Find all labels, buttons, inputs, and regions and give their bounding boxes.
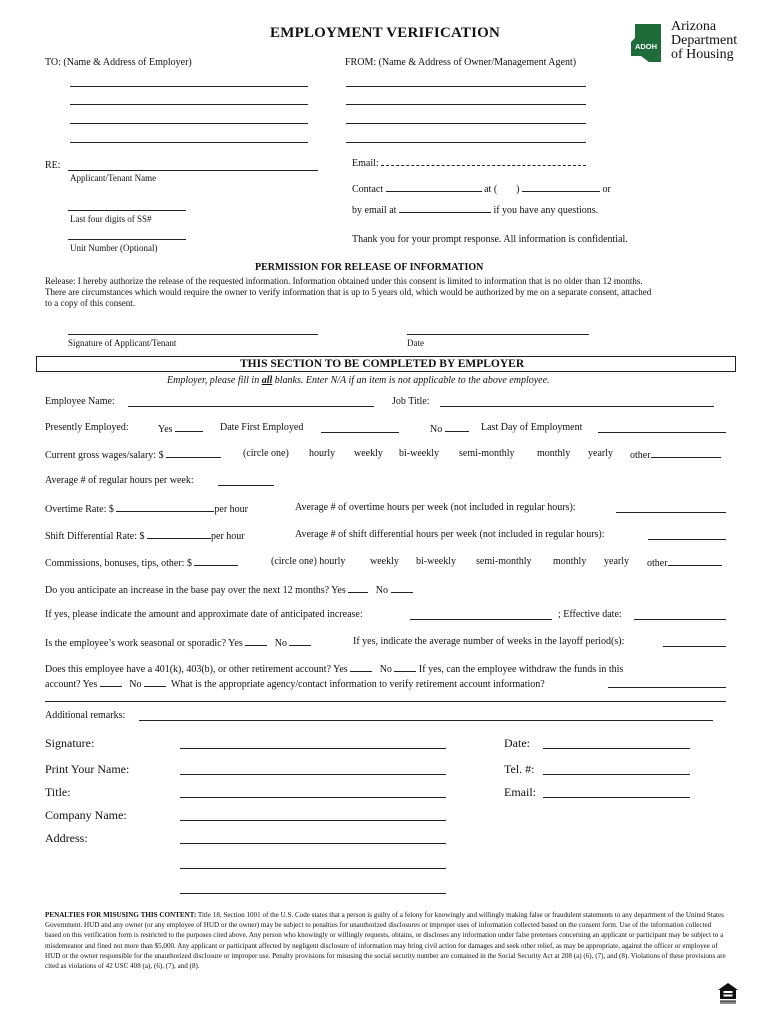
comm-freq-monthly[interactable]: monthly — [553, 556, 587, 567]
by-email-row: by email at if you have any questions. — [352, 205, 599, 216]
contact-email-row: Email: — [352, 156, 586, 169]
thank-you-note: Thank you for your prompt response. All information is confidential. — [352, 234, 628, 245]
company-field[interactable] — [180, 820, 446, 821]
svg-text:ADOH: ADOH — [634, 42, 658, 51]
comm-freq-yearly[interactable]: yearly — [604, 556, 629, 567]
employer-section-heading: THIS SECTION TO BE COMPLETED BY EMPLOYER — [240, 358, 525, 370]
release-text: Release: I hereby authorize the release of the requested information. Information obtained under this consent is limited to information that is no older than 12 months. There are circumstances which would require the owner to verify information that is up to 5 years old, which would be authorized by me on a separate consent, attached to a copy of this consent. — [45, 276, 652, 308]
presently-employed-yes: Yes — [158, 422, 203, 435]
effective-date-label: ; Effective date: — [558, 609, 622, 620]
contact-email-field[interactable] — [381, 156, 586, 166]
presently-employed-label: Presently Employed: — [45, 422, 129, 433]
avg-overtime-field[interactable] — [616, 512, 726, 513]
retirement-no-field[interactable] — [394, 662, 416, 672]
owner-address-line-3[interactable] — [346, 123, 586, 124]
shift-rate-field[interactable] — [147, 529, 211, 539]
last-day-field[interactable] — [598, 432, 726, 433]
contact-name-field[interactable] — [386, 182, 482, 192]
agency-info-field-2[interactable] — [45, 701, 726, 702]
presently-employed-no-field[interactable] — [445, 422, 469, 432]
shift-rate-label: Shift Differential Rate: $ per hour — [45, 531, 245, 542]
gross-wages-circle-one: (circle one) — [243, 448, 289, 459]
tel-field[interactable] — [543, 774, 690, 775]
contact-phone-field[interactable] — [522, 182, 600, 192]
avg-shift-field[interactable] — [648, 539, 726, 540]
employee-name-field[interactable] — [128, 406, 374, 407]
owner-address-line-1[interactable] — [346, 86, 586, 87]
freq-hourly[interactable]: hourly — [309, 448, 336, 459]
freq-semi-monthly[interactable]: semi-monthly — [459, 448, 515, 459]
comm-freq-weekly[interactable]: weekly — [370, 556, 399, 567]
consent-date-line[interactable] — [407, 334, 589, 335]
layoff-question: If yes, indicate the average number of weeks in the layoff period(s): — [353, 636, 625, 647]
owner-address-line-4[interactable] — [346, 142, 586, 143]
re-label: RE: — [45, 160, 61, 171]
employer-address-line-1[interactable] — [70, 86, 308, 87]
comm-freq-other[interactable]: other — [647, 556, 722, 569]
increase-no-field[interactable] — [391, 583, 413, 593]
penalties-notice: PENALTIES FOR MISUSING THIS CONTENT: Title 18, Section 1001 of the U.S. Code states that a person is guilty of a felony for knowingly and willingly making false or fraudulent statements to any department of the United States Government. HUD and any owner (or any employee of HUD or the owner) may be subject to penalties for unauthorized disclosures or improper uses of information collected based on the consent form. Use of the information collected based on this verification form is restricted to the purposes cited above. Any person who knowingly or willingly requests, obtains, or discloses any information under false pretenses concerning an applicant or participant may be subject to a misdemeanor and fined not more than $5,000. Any applicant or participant affected by negligent disclosure of information may bring civil action for damages and seek other relief, as may be appropriate, against the officer or employee of HUD or the owner responsible for the unauthorized disclosure or improper use. Penalty provisions for misusing the social security number are contained in the Social Security Act at 208 (a) (6), (7), and (8). Violations of these provisions are cited as violations of 42 USC 408 (a), (6), (7), and (8). — [45, 911, 726, 971]
employer-address-line-2[interactable] — [70, 104, 308, 105]
presently-employed-no: No — [430, 422, 469, 435]
date-field[interactable] — [543, 748, 690, 749]
increase-question: Do you anticipate an increase in the base pay over the next 12 months? Yes No — [45, 583, 413, 596]
retirement-yes-field[interactable] — [350, 662, 372, 672]
employer-instruction: Employer, please fill in all blanks. Enter N/A if an item is not applicable to the above employee. — [167, 375, 550, 386]
withdraw-yes-field[interactable] — [100, 677, 122, 687]
unit-caption: Unit Number (Optional) — [70, 243, 158, 253]
employee-name-label: Employee Name: — [45, 396, 115, 407]
comm-freq-other-field[interactable] — [668, 556, 722, 566]
freq-other[interactable]: other — [630, 448, 721, 461]
gross-wages-field[interactable] — [166, 448, 221, 458]
signature-label: Signature: — [45, 736, 95, 750]
address-field-2[interactable] — [180, 868, 446, 869]
overtime-rate-field[interactable] — [116, 502, 214, 512]
address-field-3[interactable] — [180, 893, 446, 894]
overtime-rate-label: Overtime Rate: $ per hour — [45, 504, 248, 515]
ssn-caption: Last four digits of SS# — [70, 214, 152, 224]
retirement-question: Does this employee have a 401(k), 403(b), or other retirement account? Yes No If yes, can the employee withdraw the funds in this — [45, 664, 624, 675]
adoh-logo-icon — [627, 22, 667, 64]
from-label: FROM: (Name & Address of Owner/Management Agent) — [345, 57, 577, 68]
applicant-signature-line[interactable] — [68, 334, 318, 335]
title-label: Title: — [45, 785, 71, 799]
date-label: Date: — [504, 736, 530, 750]
date-first-employed-label: Date First Employed — [220, 422, 304, 433]
freq-weekly[interactable]: weekly — [354, 448, 383, 459]
job-title-field[interactable] — [440, 406, 714, 407]
freq-other-field[interactable] — [651, 448, 721, 458]
last-day-label: Last Day of Employment — [481, 422, 583, 433]
consent-date-caption: Date — [407, 338, 424, 348]
comm-freq-bi-weekly[interactable]: bi-weekly — [416, 556, 456, 567]
tel-label: Tel. #: — [504, 762, 535, 776]
equal-housing-icon — [717, 982, 739, 1004]
owner-address-line-2[interactable] — [346, 104, 586, 105]
avg-hours-label: Average # of regular hours per week: — [45, 475, 194, 486]
withdraw-no-field[interactable] — [144, 677, 166, 687]
email-label: Email: — [504, 785, 536, 799]
employer-address-line-4[interactable] — [70, 142, 308, 143]
applicant-signature-caption: Signature of Applicant/Tenant — [68, 338, 177, 348]
title-field[interactable] — [180, 797, 446, 798]
seasonal-yes-field[interactable] — [245, 636, 267, 646]
avg-shift-label: Average # of shift differential hours per week (not included in regular hours): — [295, 529, 605, 540]
email-field[interactable] — [543, 797, 690, 798]
ssn-line[interactable] — [68, 210, 186, 211]
print-name-label: Print Your Name: — [45, 762, 130, 776]
date-first-employed-field[interactable] — [321, 432, 399, 433]
remarks-label: Additional remarks: — [45, 710, 126, 721]
commissions-circle-one: (circle one) hourly — [271, 556, 346, 567]
remarks-field[interactable] — [139, 720, 713, 721]
freq-bi-weekly[interactable]: bi-weekly — [399, 448, 439, 459]
gross-wages-label: Current gross wages/salary: $ — [45, 448, 221, 461]
commissions-label: Commissions, bonuses, tips, other: $ — [45, 556, 238, 569]
to-label: TO: (Name & Address of Employer) — [45, 57, 192, 68]
company-label: Company Name: — [45, 808, 127, 822]
address-field-1[interactable] — [180, 843, 446, 844]
avg-hours-field[interactable] — [218, 485, 274, 486]
withdraw-question: account? Yes No What is the appropriate agency/contact information to verify retirement account information? — [45, 679, 545, 690]
seasonal-question: Is the employee’s work seasonal or sporadic? Yes No — [45, 636, 311, 649]
freq-yearly[interactable]: yearly — [588, 448, 613, 459]
permission-heading: PERMISSION FOR RELEASE OF INFORMATION — [255, 262, 484, 273]
employer-address-line-3[interactable] — [70, 123, 308, 124]
agency-info-field[interactable] — [608, 687, 726, 688]
effective-date-field[interactable] — [634, 619, 726, 620]
unit-line[interactable] — [68, 239, 186, 240]
address-label: Address: — [45, 831, 88, 845]
commissions-field[interactable] — [194, 556, 238, 566]
increase-amount-field[interactable] — [410, 619, 552, 620]
increase-yes-field[interactable] — [348, 583, 368, 593]
freq-monthly[interactable]: monthly — [537, 448, 571, 459]
contact-row: Contact at ( ) or — [352, 184, 611, 195]
print-name-field[interactable] — [180, 774, 446, 775]
applicant-name-caption: Applicant/Tenant Name — [70, 173, 157, 183]
job-title-label: Job Title: — [392, 396, 430, 407]
avg-overtime-label: Average # of overtime hours per week (not included in regular hours): — [295, 502, 576, 513]
signature-field[interactable] — [180, 748, 446, 749]
page-title: EMPLOYMENT VERIFICATION — [270, 25, 501, 41]
logo-wordmark: Arizona Department of Housing — [671, 19, 738, 62]
contact-email-address-field[interactable] — [399, 203, 491, 213]
seasonal-no-field[interactable] — [289, 636, 311, 646]
comm-freq-semi-monthly[interactable]: semi-monthly — [476, 556, 532, 567]
presently-employed-yes-field[interactable] — [175, 422, 203, 432]
applicant-name-line[interactable] — [68, 170, 318, 171]
layoff-field[interactable] — [663, 646, 726, 647]
increase-amount-label: If yes, please indicate the amount and approximate date of anticipated increase: — [45, 609, 363, 620]
